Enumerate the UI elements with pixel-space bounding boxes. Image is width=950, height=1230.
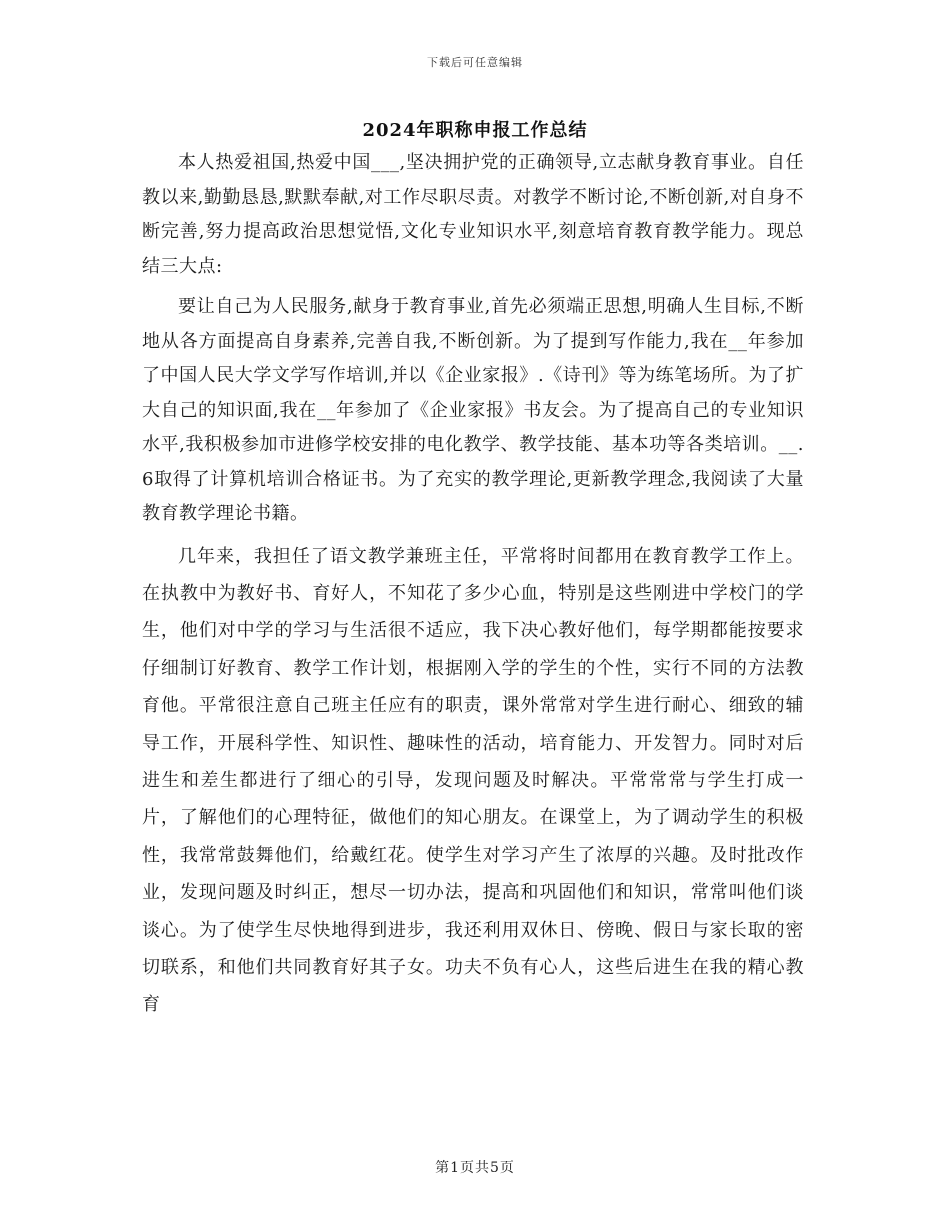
document-body <box>142 146 804 1030</box>
paragraph-1: 本人热爱祖国,热爱中国___,坚决拥护党的正确领导,立志献身教育事业。自任教以来,勤勤恳恳,默默奉献,对工作尽职尽责。对教学不断讨论,不断创新,对自身不断完善,努力提高政治思想觉悟,文化专业知识水平,刻意培育教育教学能力。现总结三大点: <box>142 152 804 277</box>
paragraph-2: 要让自己为人民服务,献身于教育事业,首先必须端正思想,明确人生目标,不断地从各方面提高自身素养,完善自我,不断创新。为了提到写作能力,我在__年参加了中国人民大学文学写作培训,并以《企业家报》.《诗刊》等为练笔场所。为了扩大自己的知识面,我在__年参加了《企业家报》书友会。为了提高自己的专业知识水平,我积极参加市进修学校安排的电化教学、教学技能、基本功等各类培训。__.6取得了计算机培训合格证书。为了充实的教学理论,更新教学理念,我阅读了大量教育教学理论书籍。 <box>142 296 804 524</box>
page-header-note: 下载后可任意编辑 <box>427 56 523 69</box>
document-title: 2024年职称申报工作总结 <box>362 120 588 141</box>
page-number-footer: 第1页共5页 <box>435 1160 515 1176</box>
paragraph-3: 几年来，我担任了语文教学兼班主任，平常将时间都用在教育教学工作上。在执教中为教好书、育好人，不知花了多少心血，特别是这些刚进中学校门的学生，他们对中学的学习与生活很不适应，我下决心教好他们，每学期都能按要求仔细制订好教育、教学工作计划，根据刚入学的学生的个性，实行不同的方法教育他。平常很注意自己班主任应有的职责，课外常常对学生进行耐心、细致的辅导工作，开展科学性、知识性、趣味性的活动，培育能力、开发智力。同时对后进生和差生都进行了细心的引导，发现问题及时解决。平常常常与学生打成一片，了解他们的心理特征，做他们的知心朋友。在课堂上，为了调动学生的积极性，我常常鼓舞他们，给戴红花。使学生对学习产生了浓厚的兴趣。及时批改作业，发现问题及时纠正，想尽一切办法，提高和巩固他们和知识，常常叫他们谈谈心。为了使学生尽快地得到进步，我还利用双休日、傍晚、假日与家长取的密切联系，和他们共同教育好其子女。功夫不负有心人，这些后进生在我的精心教育 <box>142 545 804 1016</box>
